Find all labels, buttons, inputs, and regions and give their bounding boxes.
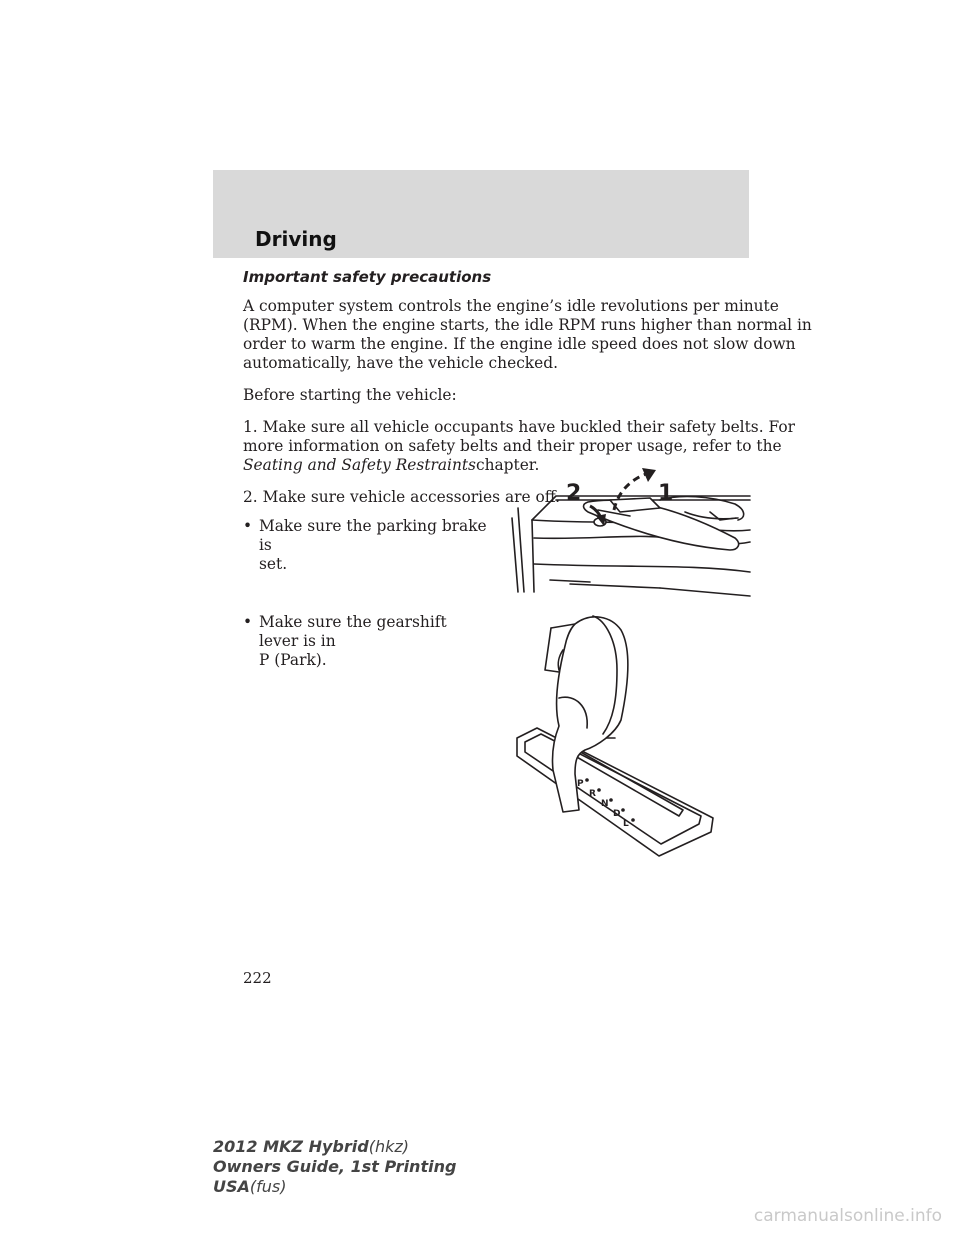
chapter-reference: Seating and Safety Restraints [243, 456, 476, 474]
callout-1: 1 [658, 481, 674, 506]
gear-r: R [589, 789, 596, 799]
footer [213, 1137, 456, 1197]
bullet-line: P (Park). [259, 651, 327, 669]
gear-p: P [577, 779, 584, 789]
bullet-dot: • [243, 517, 253, 535]
idle-paragraph [243, 297, 812, 373]
bullet-line: Make sure the gearshift lever is in [259, 613, 447, 650]
parking-brake-illustration [510, 460, 752, 598]
gear-l: L [623, 819, 629, 829]
gear-d: D [613, 809, 621, 819]
idle-line: automatically, have the vehicle checked. [243, 354, 558, 372]
bullet-line: Make sure the parking brake is [259, 517, 487, 554]
idle-line: A computer system controls the engine’s idle revolutions per minute [243, 297, 779, 315]
step-1-line: 1. Make sure all vehicle occupants have buckled their safety belts. For [243, 418, 795, 436]
footer-model-code: (hkz) [368, 1137, 409, 1156]
idle-line: order to warm the engine. If the engine idle speed does not slow down [243, 335, 796, 353]
footer-model-line [213, 1137, 456, 1157]
section-title: Driving [255, 227, 337, 251]
chapter-word: chapter. [475, 456, 540, 474]
footer-market: USA [213, 1177, 250, 1196]
watermark: carmanualsonline.info [753, 1206, 942, 1226]
idle-line: (RPM). When the engine starts, the idle RPM runs higher than normal in [243, 316, 812, 334]
page-number: 222 [243, 969, 272, 987]
callout-2: 2 [566, 481, 582, 506]
before-starting-text: Before starting the vehicle: [243, 386, 457, 404]
footer-market-code: (fus) [249, 1177, 287, 1196]
footer-guide: Owners Guide, 1st Printing [213, 1157, 457, 1176]
subheading: Important safety precautions [243, 268, 492, 286]
bullet-line: set. [259, 555, 288, 573]
footer-market-line [213, 1177, 456, 1197]
step-1-line: more information on safety belts and their proper usage, refer to the [243, 437, 782, 455]
gear-n: N [601, 799, 609, 809]
footer-model: 2012 MKZ Hybrid [213, 1137, 369, 1156]
bullet-dot: • [243, 613, 253, 631]
gearshift-illustration [515, 610, 715, 860]
step-2: 2. Make sure vehicle accessories are off. [243, 488, 561, 506]
section-header [213, 170, 749, 258]
